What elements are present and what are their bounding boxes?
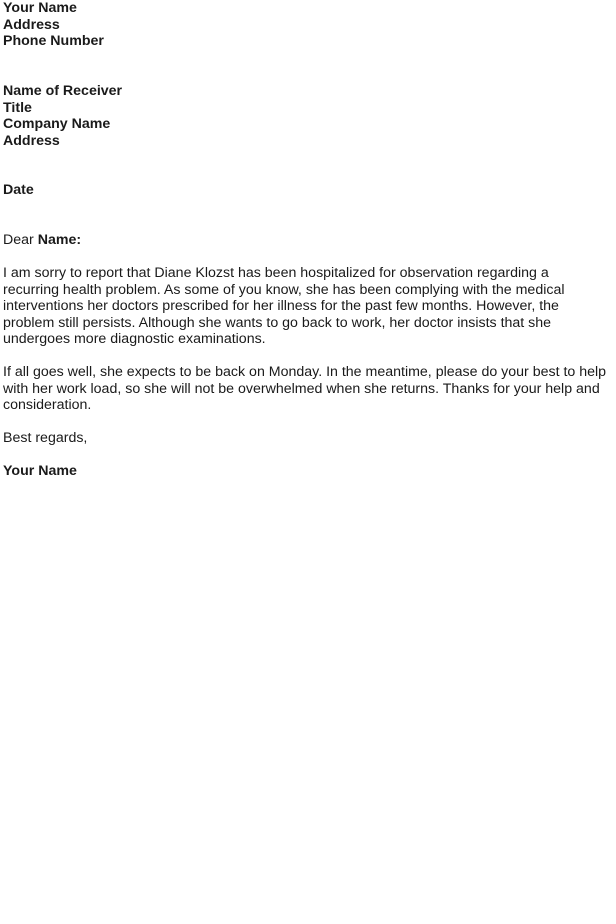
closing-text: Best regards, bbox=[3, 430, 88, 446]
salutation-name: Name: bbox=[37, 232, 82, 248]
signature-name: Your Name bbox=[3, 463, 77, 479]
receiver-address: Address bbox=[3, 132, 60, 149]
closing-block bbox=[3, 430, 87, 447]
date-block bbox=[3, 182, 34, 199]
receiver-name: Name of Receiver bbox=[3, 83, 123, 99]
receiver-company: Company Name bbox=[3, 116, 111, 133]
letter-date: Date bbox=[3, 182, 34, 198]
sender-address: Address bbox=[3, 16, 60, 33]
salutation-prefix: Dear bbox=[3, 232, 38, 248]
sender-phone: Phone Number bbox=[3, 33, 104, 50]
receiver-title: Title bbox=[3, 99, 32, 116]
sender-block bbox=[3, 0, 104, 50]
paragraph-2-text: If all goes well, she expects to be back on Monday. In the meantime, please do your best to help with her work load, so she will not be overwhelmed when she returns. Thanks for your help and consideration. bbox=[3, 364, 607, 414]
body-paragraph-1 bbox=[3, 265, 603, 348]
paragraph-1-text: I am sorry to report that Diane Klozst has been hospitalized for observation regarding a recurring health problem. As some of you know, she has been complying with the medical interventions her doctors prescribed for her illness for the past few months. However, the problem still persists. Although she wants to go back to work, her doctor insists that she undergoes more diagnostic examinations. bbox=[3, 265, 565, 348]
sender-name: Your Name bbox=[3, 0, 77, 16]
body-paragraph-2 bbox=[3, 364, 615, 414]
receiver-block bbox=[3, 83, 122, 149]
signature-block bbox=[3, 463, 77, 480]
salutation bbox=[3, 232, 81, 249]
